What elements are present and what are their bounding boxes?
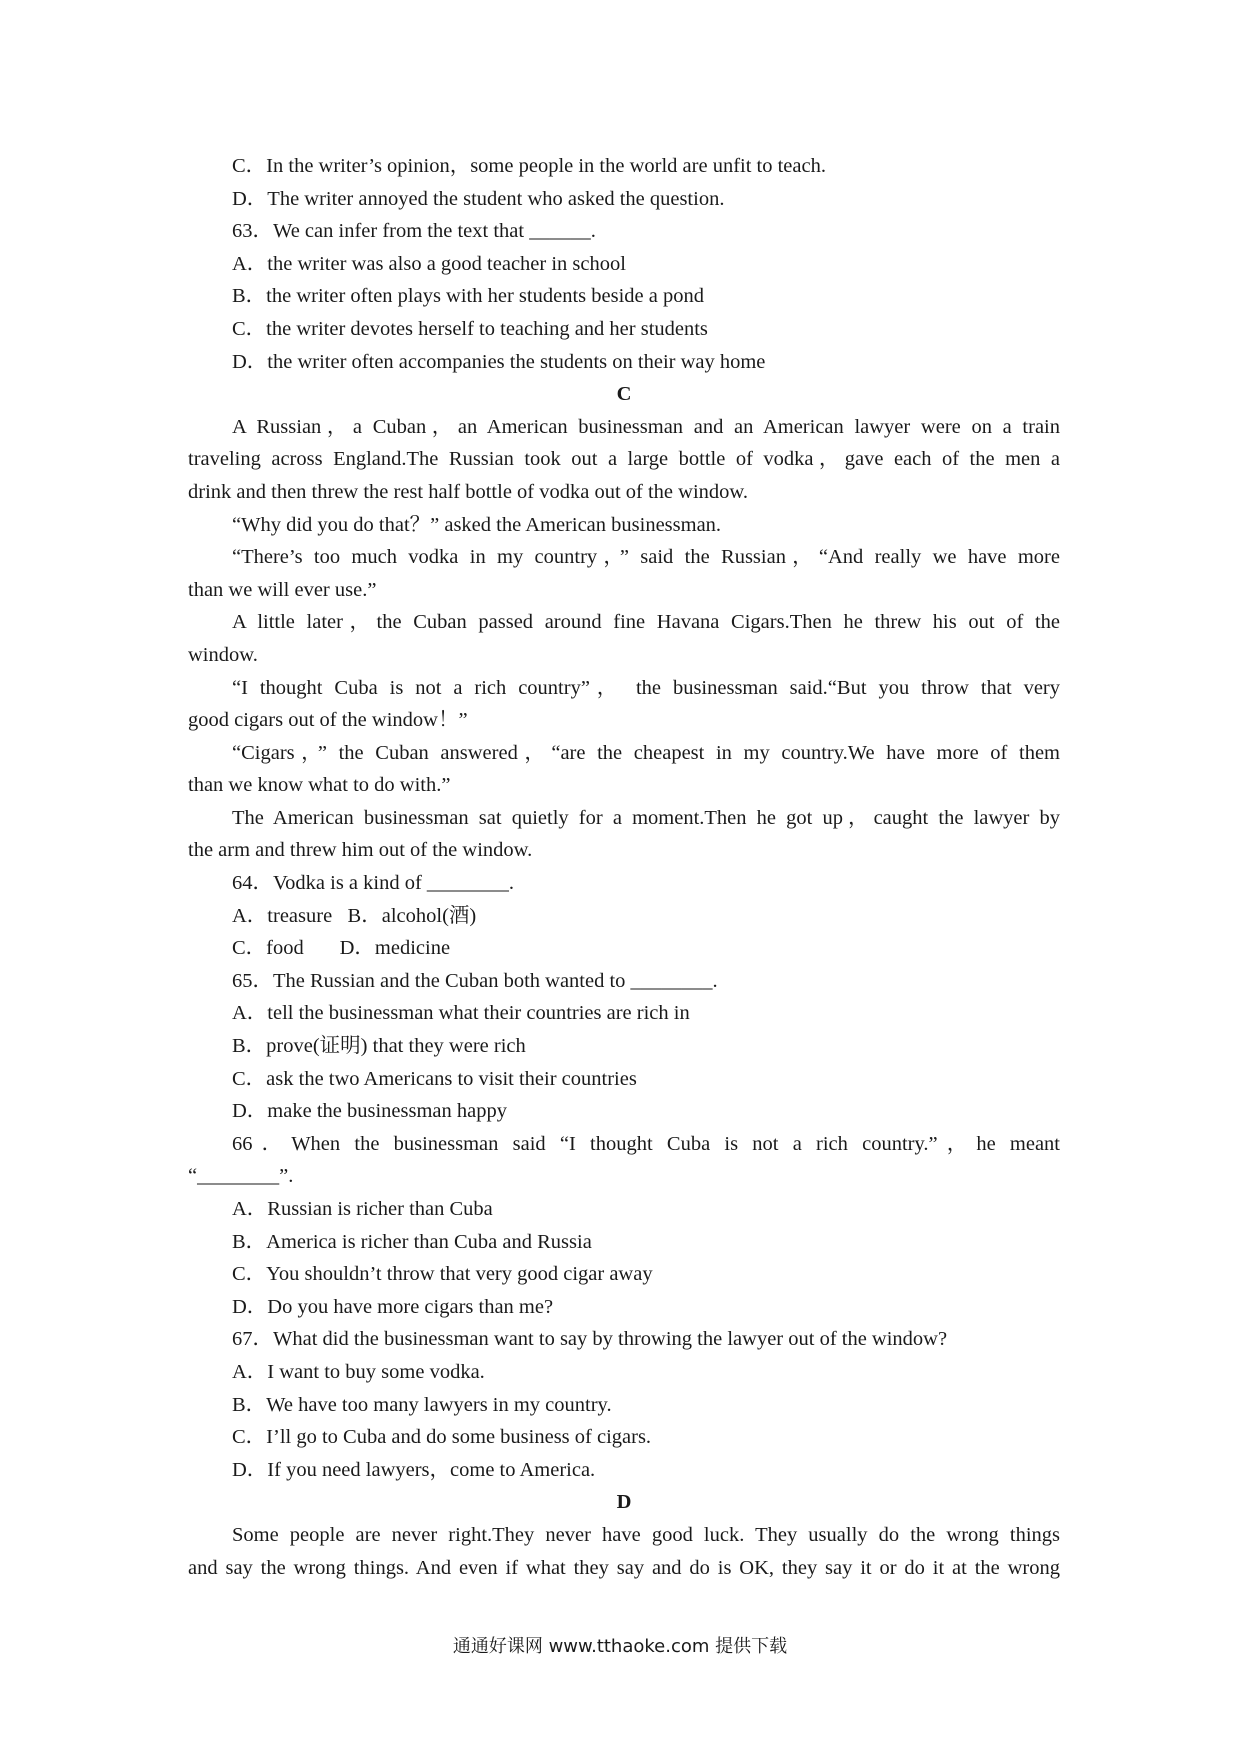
section-heading: D: [616, 1491, 632, 1514]
section-heading: C: [616, 383, 632, 406]
text-line: “I thought Cuba is not a rich country”， the businessman said.“But you throw that very: [232, 676, 1060, 699]
text-line: traveling across England.The Russian took out a large bottle of vodka，gave each of the men a: [188, 448, 1060, 471]
text-line: 65．The Russian and the Cuban both wanted to ________.: [232, 969, 718, 992]
text-line: window.: [188, 643, 258, 666]
text-line: drink and then threw the rest half bottle of vodka out of the window.: [188, 480, 749, 503]
text-line: C．You shouldn’t throw that very good cigar away: [232, 1263, 653, 1286]
text-line: 64．Vodka is a kind of ________.: [232, 872, 515, 895]
page-footer: 通通好课网 www.tthaoke.com 提供下载: [452, 1636, 788, 1657]
text-line: A Russian，a Cuban，an American businessman and an American lawyer were on a train: [232, 415, 1060, 438]
text-line: C．I’ll go to Cuba and do some business of cigars.: [232, 1426, 652, 1449]
document-body: [188, 150, 1060, 1584]
text-line: than we know what to do with.”: [188, 774, 451, 797]
text-line: D．Do you have more cigars than me?: [232, 1295, 554, 1318]
text-line: “________”.: [188, 1165, 294, 1188]
text-line: good cigars out of the window！”: [188, 709, 468, 732]
text-line: A．treasure B．alcohol(酒): [232, 904, 477, 927]
text-line: “There’s too much vodka in my country，” said the Russian，“And really we have more: [232, 546, 1060, 569]
text-line: C．In the writer’s opinion，some people in the world are unfit to teach.: [232, 155, 826, 177]
text-line: 66．When the businessman said “I thought Cuba is not a rich country.”，he meant: [232, 1132, 1060, 1155]
text-line: Some people are never right.They never have good luck. They usually do the wrong things: [232, 1523, 1060, 1546]
text-line: “Why did you do that？” asked the American businessman.: [232, 513, 722, 536]
text-line: C．ask the two Americans to visit their countries: [232, 1067, 637, 1090]
text-line: B．We have too many lawyers in my country.: [232, 1393, 612, 1416]
text-line: and say the wrong things. And even if what they say and do is OK, they say it or do it at the wrong: [188, 1556, 1060, 1579]
text-line: 63．We can infer from the text that ______.: [232, 220, 596, 243]
text-line: “Cigars，” the Cuban answered，“are the cheapest in my country.We have more of them: [232, 741, 1060, 764]
text-line: A．the writer was also a good teacher in school: [232, 252, 626, 275]
text-line: D．the writer often accompanies the students on their way home: [232, 350, 766, 373]
text-line: A．tell the businessman what their countries are rich in: [232, 1002, 690, 1025]
text-line: B．the writer often plays with her students beside a pond: [232, 285, 704, 308]
text-line: than we will ever use.”: [188, 578, 377, 601]
text-line: the arm and threw him out of the window.: [188, 839, 533, 862]
text-line: D．make the businessman happy: [232, 1100, 507, 1123]
text-line: B．America is richer than Cuba and Russia: [232, 1230, 592, 1253]
text-line: C．the writer devotes herself to teaching and her students: [232, 317, 708, 340]
text-line: The American businessman sat quietly for a moment.Then he got up，caught the lawyer by: [232, 806, 1060, 829]
text-line: B．prove(证明) that they were rich: [232, 1035, 526, 1058]
text-line: D．The writer annoyed the student who asked the question.: [232, 187, 725, 210]
text-line: C．food D．medicine: [232, 937, 451, 960]
text-line: 67．What did the businessman want to say by throwing the lawyer out of the window?: [232, 1328, 948, 1351]
text-line: A．I want to buy some vodka.: [232, 1360, 485, 1383]
text-line: A little later，the Cuban passed around fine Havana Cigars.Then he threw his out of the: [232, 611, 1060, 634]
text-line: D．If you need lawyers，come to America.: [232, 1458, 596, 1481]
text-line: A．Russian is richer than Cuba: [232, 1198, 493, 1220]
